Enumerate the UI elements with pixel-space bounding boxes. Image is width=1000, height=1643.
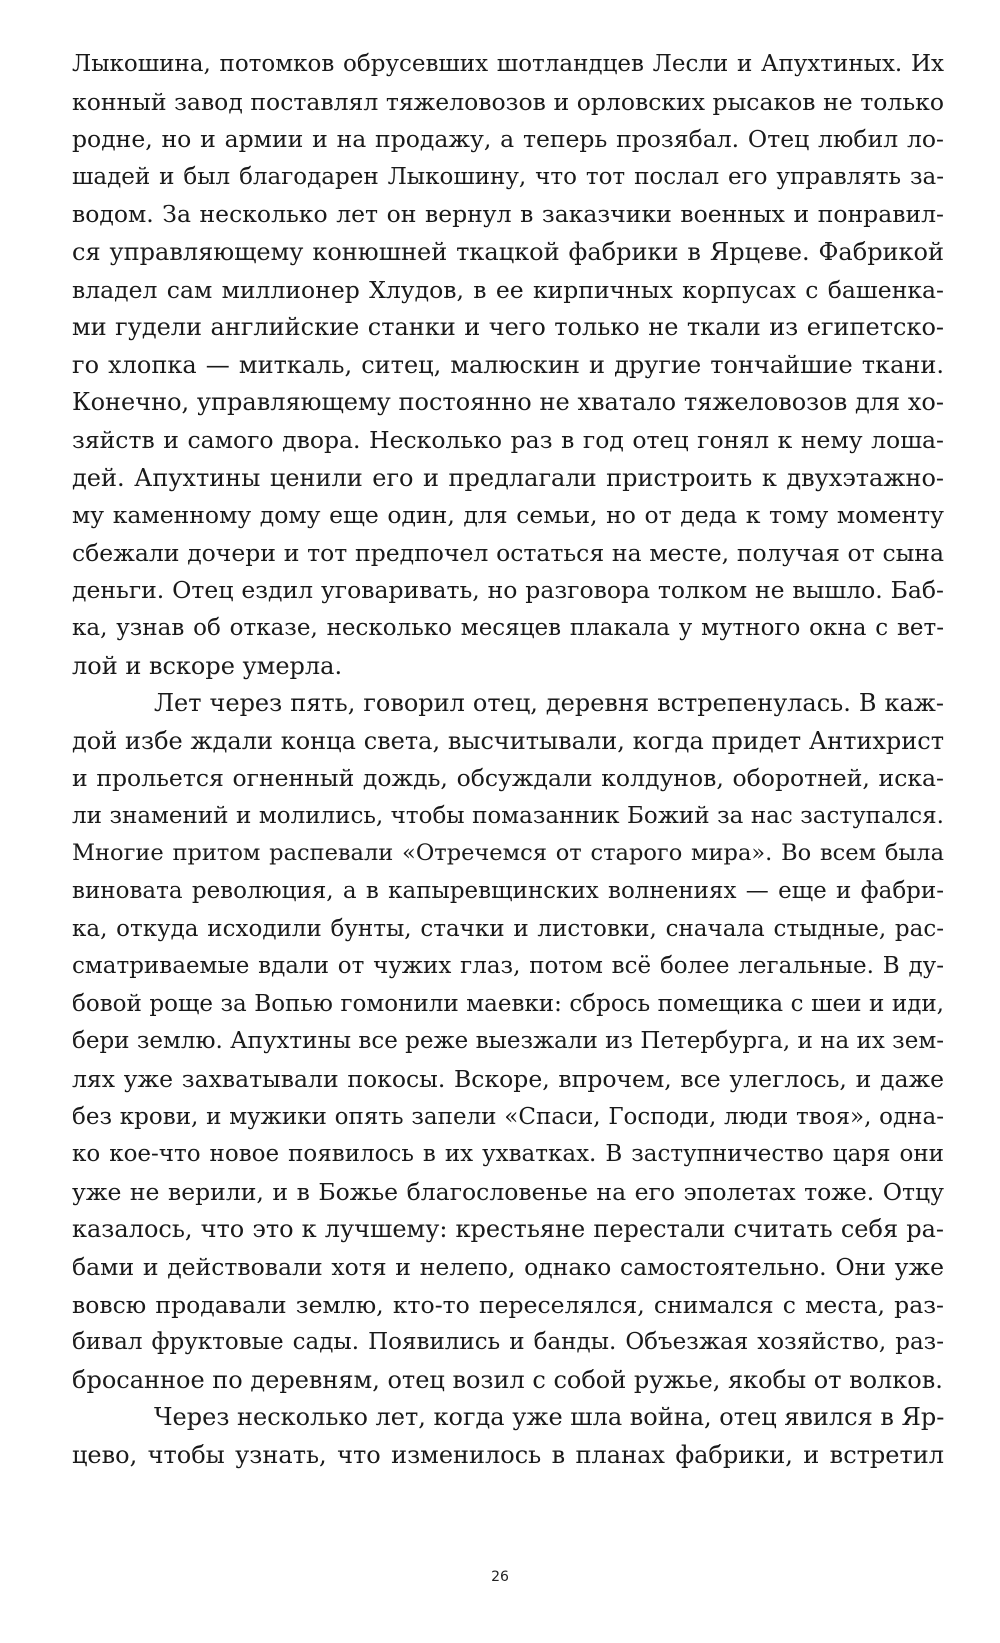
text-line: виновата революция, а в капыревщинских волнениях — еще и фабри- [72,878,944,905]
text-line: конный завод поставлял тяжеловозов и орловских рысаков не только [72,87,944,116]
body-text [72,46,944,1475]
text-line: уже не верили, и в Божье благословенье на его эполетах тоже. Отцу [72,1177,944,1206]
text-line: деньги. Отец ездил уговаривать, но разговора толком не вышло. Баб- [72,576,944,605]
text-line: зяйств и самого двора. Несколько раз в год отец гонял к нему лоша- [72,425,944,454]
text-line: шадей и был благодарен Лыкошину, что тот послал его управлять за- [72,163,944,190]
text-line: сматриваемые вдали от чужих глаз, потом всё более легальные. В ду- [72,953,944,980]
text-line: ли знамений и молились, чтобы помазанник Божий за нас заступался. [72,802,944,829]
paragraph-first-line: Через несколько лет, когда уже шла война, отец явился в Яр- [154,1403,945,1432]
text-line: бами и действовали хотя и нелепо, однако самостоятельно. Они уже [72,1253,944,1281]
text-line: сбежали дочери и тот предпочел остаться на месте, получая от сына [72,538,944,567]
text-line: бовой роще за Вопью гомонили маевки: сбрось помещика с шеи и иди, [72,990,944,1017]
text-line: водом. За несколько лет он вернул в заказчики военных и понравил- [72,200,944,229]
text-line: и прольется огненный дождь, обсуждали колдунов, оборотней, иска- [72,764,944,793]
text-line: владел сам миллионер Хлудов, в ее кирпичных корпусах с башенка- [72,275,944,304]
text-line: дой избе ждали конца света, высчитывали, когда придет Антихрист [72,726,944,755]
text-line: ко кое-что новое появилось в их ухватках. В заступничество царя они [72,1141,944,1168]
text-line: го хлопка — миткаль, ситец, малюскин и другие тончайшие ткани. [72,350,944,379]
text-line: лой и вскоре умерла. [72,651,343,680]
paragraph-first-line: Лет через пять, говорил отец, деревня встрепенулась. В каж- [154,689,944,718]
text-line: ся управляющему конюшней ткацкой фабрики в Ярцеве. Фабрикой [72,237,944,266]
text-line: цево, чтобы узнать, что изменилось в планах фабрики, и встретил [72,1440,944,1469]
text-line: казалось, что это к лучшему: крестьяне перестали считать себя ра- [72,1215,944,1244]
text-line: бивал фруктовые сады. Появились и банды. Объезжая хозяйство, раз- [72,1329,944,1356]
text-line: бери землю. Апухтины все реже выезжали из Петербурга, и на их зем- [72,1028,944,1055]
text-line: ми гудели английские станки и чего только не ткали из египетско- [72,313,944,342]
text-line: ка, откуда исходили бунты, стачки и листовки, сначала стыдные, рас- [72,915,944,942]
text-line: вовсю продавали землю, кто-то переселялся, снимался с места, раз- [72,1290,944,1319]
text-line: му каменному дому еще один, для семьи, но от деда к тому моменту [72,501,944,530]
text-line: Конечно, управляющему постоянно не хватало тяжеловозов для хо- [72,388,944,417]
text-line: ка, узнав об отказе, несколько месяцев плакала у мутного окна с вет- [72,614,944,641]
text-line: без крови, и мужики опять запели «Спаси, Господи, люди твоя», одна- [72,1103,944,1130]
text-line: лях уже захватывали покосы. Вскоре, впрочем, все улеглось, и даже [72,1065,944,1094]
text-line: дей. Апухтины ценили его и предлагали пристроить к двухэтажно- [72,463,944,492]
page-number: 26 [491,1569,509,1585]
text-line: Многие притом распевали «Отречемся от старого мира». Во всем была [72,840,944,867]
text-line: Лыкошина, потомков обрусевших шотландцев Лесли и Апухтиных. Их [72,51,944,77]
text-line: бросанное по деревням, отец возил с собой ружье, якобы от волков. [72,1365,943,1394]
text-line: родне, но и армии и на продажу, а теперь прозябал. Отец любил ло- [72,125,944,154]
